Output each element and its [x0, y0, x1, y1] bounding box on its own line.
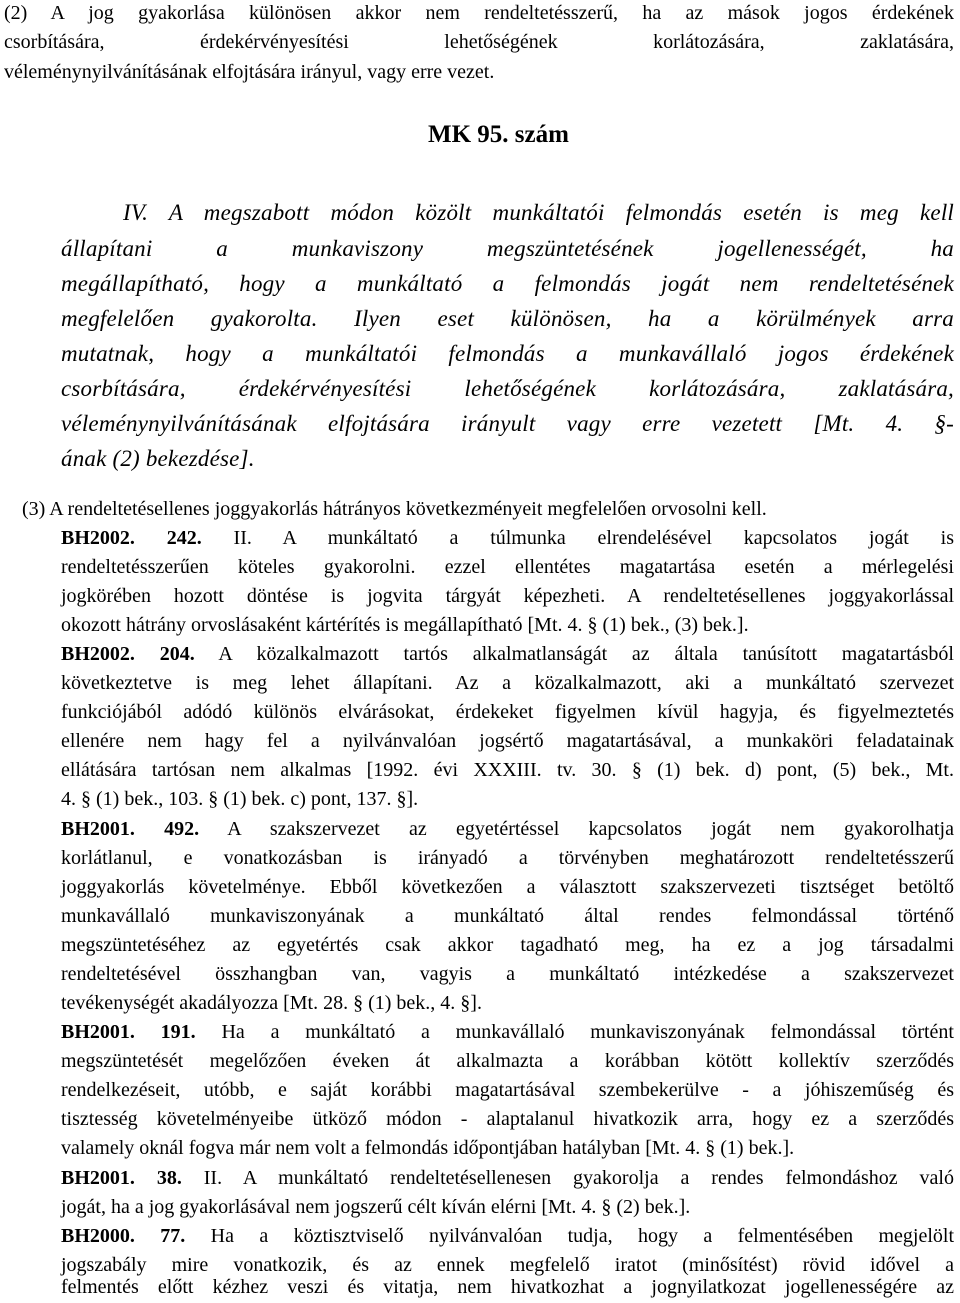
case-bh2002-242-line-1: [61, 527, 954, 550]
case-reference: BH2002. 204.: [61, 643, 195, 665]
case-bh2002-242-line-3: jogkörében hozott döntése is jogvita tárgyát képezheti. A rendeltetésellenes joggyakorlással: [61, 585, 954, 607]
case-reference: BH2001. 492.: [61, 818, 200, 840]
case-bh2001-492-line-2: korlátlanul, e vonatkozásban is irányadó a törvényben meghatározott rendeltetésszerű: [61, 847, 954, 869]
case-bh2002-204-line-4: ellenére nem hagy fel a nyilvánvalóan jogsértő magatartásával, a munkaköri feladatainak: [61, 730, 954, 752]
mk-iv-line-6: csorbítására, érdekérvényesítési lehetőségének korlátozására, zaklatására,: [61, 376, 954, 401]
mk-iv-line-3: megállapítható, hogy a munkáltató a felmondás jogát nem rendeltetésének: [61, 271, 954, 296]
case-bh2001-492-line-3: joggyakorlás követelménye. Ebből következően a választott szakszervezeti tisztséget betöltő: [61, 876, 954, 898]
intro-line-2: csorbítására, érdekérvényesítési lehetőségének korlátozására, zaklatására,: [4, 31, 954, 53]
mk-iv-line-4: megfelelően gyakorolta. Ilyen eset különösen, ha a körülmények arra: [61, 306, 954, 331]
mk-iv-line-7: véleménynyilvánításának elfojtására irányult vagy erre vezetett [Mt. 4. §-: [61, 411, 954, 436]
case-bh2001-191-line-5: valamely oknál fogva már nem volt a felmondás időpontjában hatályban [Mt. 4. § (1) bek.].: [61, 1137, 795, 1159]
case-text: A közalkalmazott tartós alkalmatlanságát az általa tanúsított magatartásból: [218, 643, 954, 665]
case-bh2001-492-line-6: rendeltetésével összhangban van, vagyis a munkáltató intézkedése a szakszervezet: [61, 963, 954, 985]
mk-iv-line-1: IV. A megszabott módon közölt munkáltatói felmondás esetén is meg kell: [123, 200, 954, 225]
case-bh2002-204-line-2: következtetve is meg lehet állapítani. Az a közalkalmazott, aki a munkáltató szervezet: [61, 672, 954, 694]
case-bh2000-77-line-1: [61, 1225, 954, 1248]
case-text: Ha a munkáltató a munkavállaló munkaviszonyának felmondással történt: [221, 1021, 954, 1043]
case-reference: BH2000. 77.: [61, 1225, 186, 1247]
mk-iv-line-8: ának (2) bekezdése].: [61, 446, 255, 471]
case-bh2001-191-line-3: rendelkezéseit, utóbb, e saját korábbi magatartásával szembekerülve - a jóhiszeműség és: [61, 1079, 954, 1101]
intro-line-1: (2) A jog gyakorlása különösen akkor nem rendeltetésszerű, ha az mások jogos érdekének: [4, 2, 954, 24]
case-bh2000-77-line-2: jogszabály mire vonatkozik, és az ennek megfelelő iratot (minősítést) rövid idővel a: [61, 1254, 954, 1276]
case-text: II. A munkáltató a túlmunka elrendelésével kapcsolatos jogát is: [233, 527, 954, 549]
case-bh2002-242-line-4: okozott hátrány orvoslásaként kártérítés is megállapítható [Mt. 4. § (1) bek., (3) bek.].: [61, 614, 749, 636]
case-bh2001-191-line-1: [61, 1021, 954, 1044]
intro-line-3: véleménynyilvánításának elfojtására irányul, vagy erre vezet.: [4, 61, 495, 83]
mk-iv-line-5: mutatnak, hogy a munkáltatói felmondás a munkavállaló jogos érdekének: [61, 341, 954, 366]
case-bh2000-77-line-3: felmentés előtt kézhez veszi és vitatja, nem hivatkozhat a jognyilatkozat jogellenességére az: [61, 1276, 954, 1298]
paragraph-3: (3) A rendeltetésellenes joggyakorlás hátrányos következményeit megfelelően orvosolni kell.: [22, 498, 767, 520]
case-bh2002-204-line-5: ellátására tartósan nem alkalmas [1992. évi XXXIII. tv. 30. § (1) bek. d) pont, (5) bek., Mt.: [61, 759, 954, 781]
case-text: A szakszervezet az egyetértéssel kapcsolatos jogát nem gyakorolhatja: [227, 818, 954, 840]
case-bh2002-204-line-3: funkciójából adódó különös elvárásokat, érdekeket figyelmen kívül hagyja, és figyelmeztetés: [61, 701, 954, 723]
case-bh2001-191-line-4: tisztesség követelményeibe ütköző módon - alaptalanul hivatkozik arra, hogy ez a szerződés: [61, 1108, 954, 1130]
case-bh2001-38-line-1: [61, 1167, 954, 1190]
case-bh2001-38-line-2: jogát, ha a jog gyakorlásával nem jogszerű célt kíván elérni [Mt. 4. § (2) bek.].: [61, 1196, 691, 1218]
case-bh2001-492-line-1: [61, 818, 954, 841]
case-bh2002-242-line-2: rendeltetésszerűen köteles gyakorolni. ezzel ellentétes magatartása esetén a mérlegelési: [61, 556, 954, 578]
case-bh2001-492-line-5: megszüntetéséhez az egyetértés csak akkor tagadható meg, ha ez a jog társadalmi: [61, 934, 954, 956]
section-heading: MK 95. szám: [428, 121, 569, 148]
case-bh2001-492-line-7: tevékenységét akadályozza [Mt. 28. § (1) bek., 4. §].: [61, 992, 482, 1014]
case-text: II. A munkáltató rendeltetésellenesen gyakorolja a rendes felmondáshoz való: [203, 1167, 954, 1189]
case-bh2002-204-line-1: [61, 643, 954, 666]
case-reference: BH2001. 191.: [61, 1021, 196, 1043]
case-bh2001-492-line-4: munkavállaló munkaviszonyának a munkáltató által rendes felmondással történő: [61, 905, 954, 927]
case-text: Ha a köztisztviselő nyilvánvalóan tudja, hogy a felmentésében megjelölt: [210, 1225, 954, 1247]
case-bh2001-191-line-2: megszüntetését megelőzően éveken át alkalmazta a korábban kötött kollektív szerződés: [61, 1050, 954, 1072]
case-reference: BH2002. 242.: [61, 527, 202, 549]
case-reference: BH2001. 38.: [61, 1167, 182, 1189]
mk-iv-line-2: állapítani a munkaviszony megszüntetésének jogellenességét, ha: [61, 236, 954, 261]
case-bh2002-204-line-6: 4. § (1) bek., 103. § (1) bek. c) pont, 137. §].: [61, 788, 419, 810]
